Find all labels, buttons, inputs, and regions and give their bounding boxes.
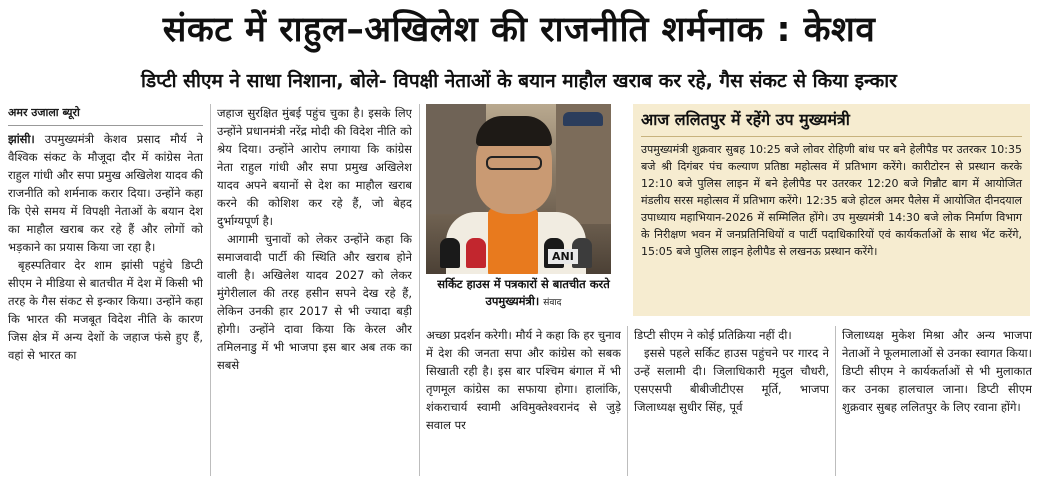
article-paragraph <box>8 130 203 256</box>
column-divider <box>835 326 836 476</box>
paragraph-text: उपमुख्यमंत्री केशव प्रसाद मौर्य ने वैश्विक संकट के मौजूदा दौर में कांग्रेस नेता राहुल गांधी और सपा प्रमुख अखिलेश यादव की राजनीति को शर्मनाक करार दिया। उन्होंने कहा कि ऐसे समय में विपक्षी नेताओं के बयान देश का माहौल खराब कर रहे हैं और लोगों को भड़काने का प्रयास किया जा रहा है। <box>8 132 203 254</box>
subheadline: डिप्टी सीएम ने साधा निशाना, बोले- विपक्षी नेताओं के बयान माहौल खराब कर रहे, गैस संकट से किया इन्कार <box>141 70 897 92</box>
article-paragraph: जहाज सुरक्षित मुंबई पहुंच चुका है। इसके लिए उन्होंने प्रधानमंत्री नरेंद्र मोदी की विदेश नीति को श्रेय दिया। उन्होंने आरोप लगाया कि कांग्रेस नेता राहुल गांधी और सपा प्रमुख अखिलेश यादव अपने बयानों से देश का माहौल खराब करने की कोशिश कर रहे हैं, जो बेहद दुर्भाग्यपूर्ण है। <box>217 106 412 228</box>
article-column-2 <box>217 104 412 476</box>
microphone-icon <box>440 238 460 268</box>
article-column-1 <box>8 104 203 476</box>
box-title: आज ललितपुर में रहेंगे उप मुख्यमंत्री <box>641 108 1022 137</box>
article-column-5 <box>842 326 1032 476</box>
box-body: उपमुख्यमंत्री शुक्रवार सुबह 10:25 बजे लोवर रोहिणी बांध पर बने हेलीपैड पर उतरकर 10:35 बजे श्री दिगंबर पंच कल्याण प्रतिष्ठा महोत्सव में प्रतिभाग करेंगे। कारीटोरन से प्रस्थान करके 12:10 बजे पुलिस लाइन में बने हेलीपैड पर उतरकर 12:20 बजे गिन्नौट बाग में आयोजित मंडलीय सरस महोत्सव में प्रतिभाग करेंगे। 12:35 बजे होटल अमर पैलेस में आयोजित दीनदयाल उपाध्याय महाभियान-2026 में सम्मिलित होंगे। उप मुख्यमंत्री 14:30 बजे लोक निर्माण विभाग के निरीक्षण भवन में जनप्रतिनिधियों व पार्टी पदाधिकारियों एवं कार्यकर्ताओं के साथ भेंट करेंगे, 15:05 बजे पुलिस लाइन हेलीपैड से लखनऊ प्रस्थान करेंगे। <box>641 143 1022 258</box>
dateline: झांसी। <box>8 132 35 146</box>
caption-text: सर्किट हाउस में पत्रकारों से बातचीत करते उपमुख्यमंत्री। <box>437 277 610 308</box>
column-divider <box>627 326 628 476</box>
sidebar-box <box>633 104 1030 316</box>
photo-watermark: ANI <box>548 249 578 264</box>
article-column-4 <box>634 326 829 476</box>
article-paragraph: आगामी चुनावों को लेकर उन्होंने कहा कि समाजवादी पार्टी की स्थिति और खराब होने वाली है। अखिलेश यादव 2027 को लेकर मुंगेरीलाल की तरह हसीन सपने देख रहे हैं, लेकिन उनकी हार 2017 से भी ज्यादा बड़ी होगी। उन्होंने दावा किया कि केरल और तमिलनाडु में भी भाजपा इस बार अब तक का सबसे <box>217 232 412 372</box>
column-divider <box>210 104 211 476</box>
byline: अमर उजाला ब्यूरो <box>8 104 203 126</box>
article-paragraph: जिलाध्यक्ष मुकेश मिश्रा और अन्य भाजपा नेताओं ने फूलमालाओं से उनका स्वागत किया। डिप्टी सीएम ने कार्यकर्ताओं से भी मुलाकात कर उनका हालचाल जाना। डिप्टी सीएम शुक्रवार सुबह ललितपुर के लिए रवाना होंगे। <box>842 328 1032 414</box>
article-column-3 <box>426 326 621 476</box>
article-paragraph: बृहस्पतिवार देर शाम झांसी पहुंचे डिप्टी सीएम ने मीडिया से बातचीत में देश में किसी भी तरह के गैस संकट से इन्कार किया। उन्होंने कहा कि भारत की मजबूत विदेश नीति के कारण जिस क्षेत्र में अन्य देशों के जहाज फंसे हुए हैं, वहां से भारत का <box>8 258 203 362</box>
microphone-icon <box>466 238 486 268</box>
article-paragraph: डिप्टी सीएम ने कोई प्रतिक्रिया नहीं दी। <box>634 328 792 342</box>
news-photo <box>426 104 611 274</box>
article-paragraph: अच्छा प्रदर्शन करेगी। मौर्य ने कहा कि हर चुनाव में देश की जनता सपा और कांग्रेस को सबक सिखाती रही है। इस बार पश्चिम बंगाल में भी तृणमूल कांग्रेस का सफाया होगा। हालांकि, शंकराचार्य स्वामी अविमुक्तेश्वरानंद से जुड़े सवाल पर <box>426 328 621 432</box>
article-paragraph: इससे पहले सर्किट हाउस पहुंचने पर गारद ने उन्हें सलामी दी। जिलाधिकारी मृदुल चौधरी, एसएसपी बीबीजीटीएस मूर्ति, भाजपा जिलाध्यक्ष सुधीर सिंह, पूर्व <box>634 346 829 414</box>
headline: संकट में राहुल–अखिलेश की राजनीति शर्मनाक : केशव <box>162 10 876 50</box>
column-divider <box>419 104 420 476</box>
photo-credit: संवाद <box>543 298 562 308</box>
photo-caption <box>426 276 621 316</box>
